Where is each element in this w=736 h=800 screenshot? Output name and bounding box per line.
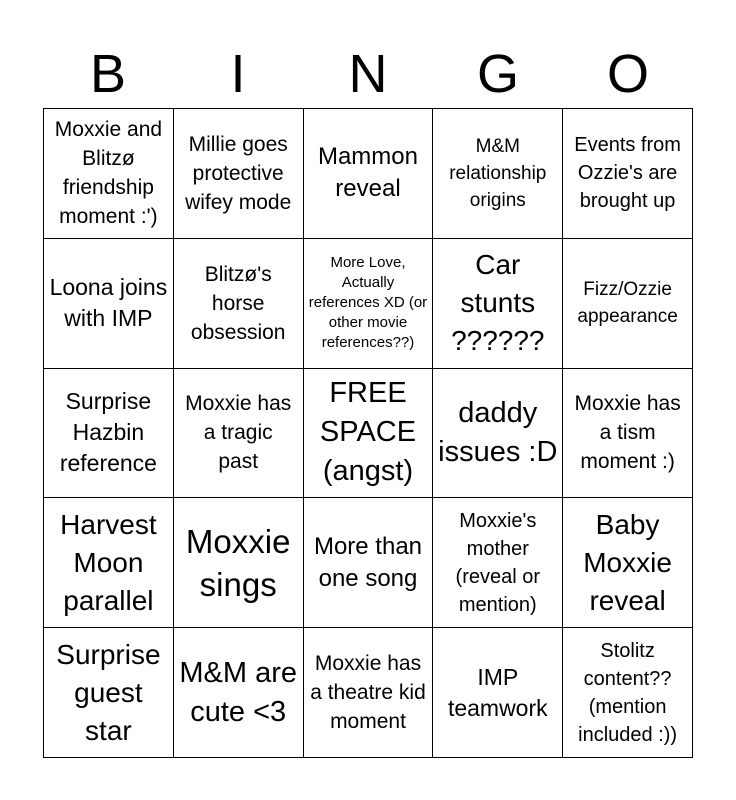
bingo-cell-r2-c5[interactable] [563, 239, 693, 369]
bingo-cell-r3-c4[interactable] [433, 369, 563, 499]
bingo-cell-r4-c2[interactable] [174, 498, 304, 628]
bingo-cell-r1-c3[interactable] [304, 109, 434, 239]
cell-text: Events from Ozzie's are brought up [574, 134, 681, 213]
cell-text: Car stunts ?????? [451, 249, 545, 357]
header-letter-n: N [348, 44, 388, 104]
cell-text: Moxxie sings [185, 522, 291, 603]
cell-text: daddy issues :D [438, 396, 558, 468]
bingo-cell-r4-c4[interactable] [433, 498, 563, 628]
header-letter-b: B [89, 44, 127, 104]
cell-text: Surprise Hazbin reference [59, 388, 157, 477]
cell-text: M&M relationship origins [449, 135, 547, 211]
cell-text: Loona joins with IMP [49, 274, 168, 332]
bingo-card-grid [43, 108, 693, 758]
bingo-header [43, 40, 693, 108]
bingo-cell-r3-c1[interactable] [44, 369, 174, 499]
cell-text: Moxxie has a theatre kid moment [310, 652, 426, 734]
bingo-cell-r1-c4[interactable] [433, 109, 563, 239]
cell-text: Moxxie's mother (reveal or mention) [455, 509, 541, 616]
bingo-cell-r5-c1[interactable] [44, 628, 174, 758]
bingo-cell-r4-c5[interactable] [563, 498, 693, 628]
bingo-cell-r4-c1[interactable] [44, 498, 174, 628]
bingo-cell-r4-c3[interactable] [304, 498, 434, 628]
cell-text: Stolitz content?? (mention included :)) [578, 639, 678, 746]
header-letter-g: G [476, 44, 519, 104]
bingo-cell-r2-c1[interactable] [44, 239, 174, 369]
bingo-cell-r5-c2[interactable] [174, 628, 304, 758]
bingo-cell-r2-c2[interactable] [174, 239, 304, 369]
cell-text: Moxxie has a tragic past [185, 392, 292, 474]
bingo-cell-r5-c4[interactable] [433, 628, 563, 758]
bingo-cell-r3-c2[interactable] [174, 369, 304, 499]
cell-text: FREE SPACE (angst) [319, 377, 417, 488]
bingo-cell-r1-c5[interactable] [563, 109, 693, 239]
header-letter-i: I [230, 44, 246, 104]
cell-text: Mammon reveal [317, 143, 418, 203]
cell-text: Moxxie and Blitzø friendship moment :') [54, 118, 163, 229]
cell-text: Surprise guest star [56, 638, 161, 746]
cell-text: Fizz/Ozzie appearance [577, 279, 678, 328]
cell-text: More than one song [313, 532, 423, 592]
cell-text: Millie goes protective wifey mode [185, 132, 292, 214]
cell-text: Baby Moxxie reveal [583, 508, 672, 616]
bingo-cell-r2-c3[interactable] [304, 239, 434, 369]
cell-text: Blitzø's horse obsession [190, 262, 286, 344]
cell-text: Moxxie has a tism moment :) [574, 392, 681, 474]
header-letter-o: O [606, 44, 649, 104]
cell-text: IMP teamwork [447, 663, 548, 721]
cell-text: Harvest Moon parallel [60, 508, 157, 616]
cell-text: M&M are cute <3 [179, 656, 298, 728]
bingo-cell-r3-c3[interactable] [304, 369, 434, 499]
bingo-cell-r5-c5[interactable] [563, 628, 693, 758]
bingo-cell-r2-c4[interactable] [433, 239, 563, 369]
bingo-cell-r5-c3[interactable] [304, 628, 434, 758]
bingo-cell-r1-c1[interactable] [44, 109, 174, 239]
bingo-cell-r3-c5[interactable] [563, 369, 693, 499]
cell-text: More Love, Actually references XD (or other movie references??) [308, 254, 428, 352]
bingo-cell-r1-c2[interactable] [174, 109, 304, 239]
